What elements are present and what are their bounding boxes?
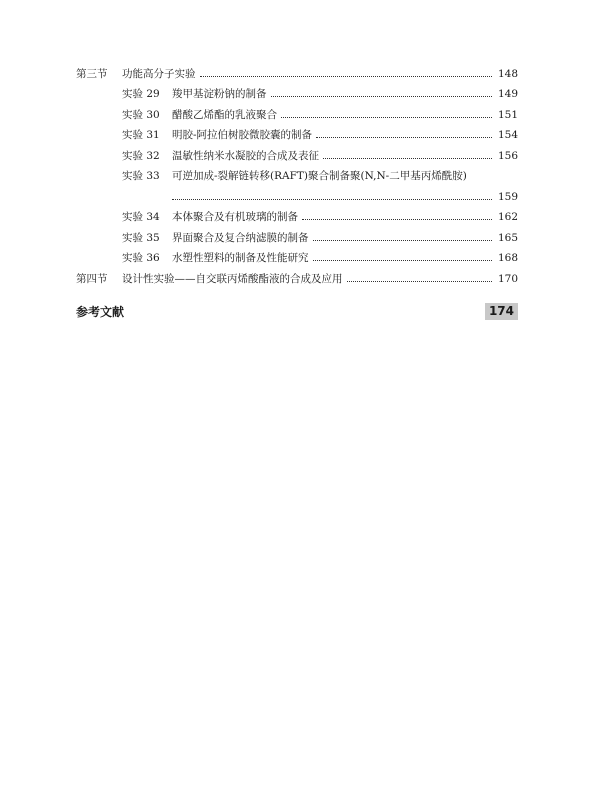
references-title: 参考文献 bbox=[76, 304, 125, 319]
leader-dots bbox=[316, 136, 492, 138]
leader-dots bbox=[313, 239, 492, 241]
toc-entry-exp34[interactable] bbox=[76, 204, 518, 225]
toc-entry-title: 界面聚合及复合纳滤膜的制备 bbox=[172, 231, 309, 244]
toc-page-number: 156 bbox=[497, 149, 518, 162]
toc-section-title: 功能高分子实验 bbox=[122, 67, 196, 80]
toc-section-label: 第四节 bbox=[76, 272, 108, 285]
toc-entry-exp35[interactable] bbox=[76, 224, 518, 245]
toc-entry-exp29[interactable] bbox=[76, 81, 518, 102]
references-page-number: 174 bbox=[485, 303, 518, 320]
toc-entry-label: 实验 32 bbox=[122, 149, 160, 162]
toc-page-number: 148 bbox=[497, 67, 518, 80]
toc-entry-label: 实验 34 bbox=[122, 211, 160, 223]
leader-dots bbox=[200, 75, 492, 77]
toc-page-number: 159 bbox=[497, 190, 518, 203]
leader-dots bbox=[281, 116, 492, 118]
leader-dots bbox=[347, 280, 492, 282]
table-of-contents bbox=[76, 60, 518, 286]
toc-entry-title: 本体聚合及有机玻璃的制备 bbox=[172, 211, 298, 223]
toc-entry-exp33-continuation[interactable] bbox=[76, 183, 518, 204]
toc-page-number: 154 bbox=[497, 129, 518, 141]
toc-entry-label: 实验 36 bbox=[122, 252, 160, 264]
leader-dots bbox=[313, 259, 492, 261]
toc-section-label: 第三节 bbox=[76, 67, 108, 80]
toc-entry-label: 实验 30 bbox=[122, 108, 160, 121]
toc-section-title: 设计性实验——自交联丙烯酸酯液的合成及应用 bbox=[122, 272, 343, 285]
toc-page-number: 168 bbox=[497, 252, 518, 264]
toc-entry-label: 实验 29 bbox=[122, 88, 160, 100]
toc-section-4[interactable] bbox=[76, 265, 518, 286]
leader-dots bbox=[172, 198, 492, 200]
toc-references[interactable] bbox=[76, 302, 518, 320]
toc-section-3[interactable] bbox=[76, 60, 518, 81]
toc-entry-title: 羧甲基淀粉钠的制备 bbox=[172, 88, 267, 100]
toc-entry-exp36[interactable] bbox=[76, 245, 518, 266]
toc-entry-exp33[interactable] bbox=[76, 163, 518, 184]
toc-entry-title: 明胶-阿拉伯树胶微胶囊的制备 bbox=[172, 129, 313, 141]
toc-entry-label: 实验 33 bbox=[122, 170, 160, 182]
toc-page-number: 165 bbox=[497, 231, 518, 244]
toc-entry-exp31[interactable] bbox=[76, 122, 518, 143]
leader-dots bbox=[302, 218, 492, 220]
toc-entry-title: 温敏性纳米水凝胶的合成及表征 bbox=[172, 149, 319, 162]
toc-entry-title: 醋酸乙烯酯的乳液聚合 bbox=[172, 108, 277, 121]
toc-page-number: 151 bbox=[497, 108, 518, 121]
toc-entry-label: 实验 35 bbox=[122, 231, 160, 244]
toc-entry-title: 可逆加成-裂解链转移(RAFT)聚合制备聚(N,N-二甲基丙烯酰胺) bbox=[172, 170, 467, 182]
toc-page-number: 149 bbox=[497, 88, 518, 100]
toc-page-number: 162 bbox=[497, 211, 518, 223]
leader-dots bbox=[323, 157, 492, 159]
toc-entry-label: 实验 31 bbox=[122, 129, 160, 141]
toc-entry-exp30[interactable] bbox=[76, 101, 518, 122]
toc-page-number: 170 bbox=[497, 272, 518, 285]
toc-entry-exp32[interactable] bbox=[76, 142, 518, 163]
toc-entry-title: 水塑性塑料的制备及性能研究 bbox=[172, 252, 309, 264]
leader-dots bbox=[271, 95, 492, 97]
